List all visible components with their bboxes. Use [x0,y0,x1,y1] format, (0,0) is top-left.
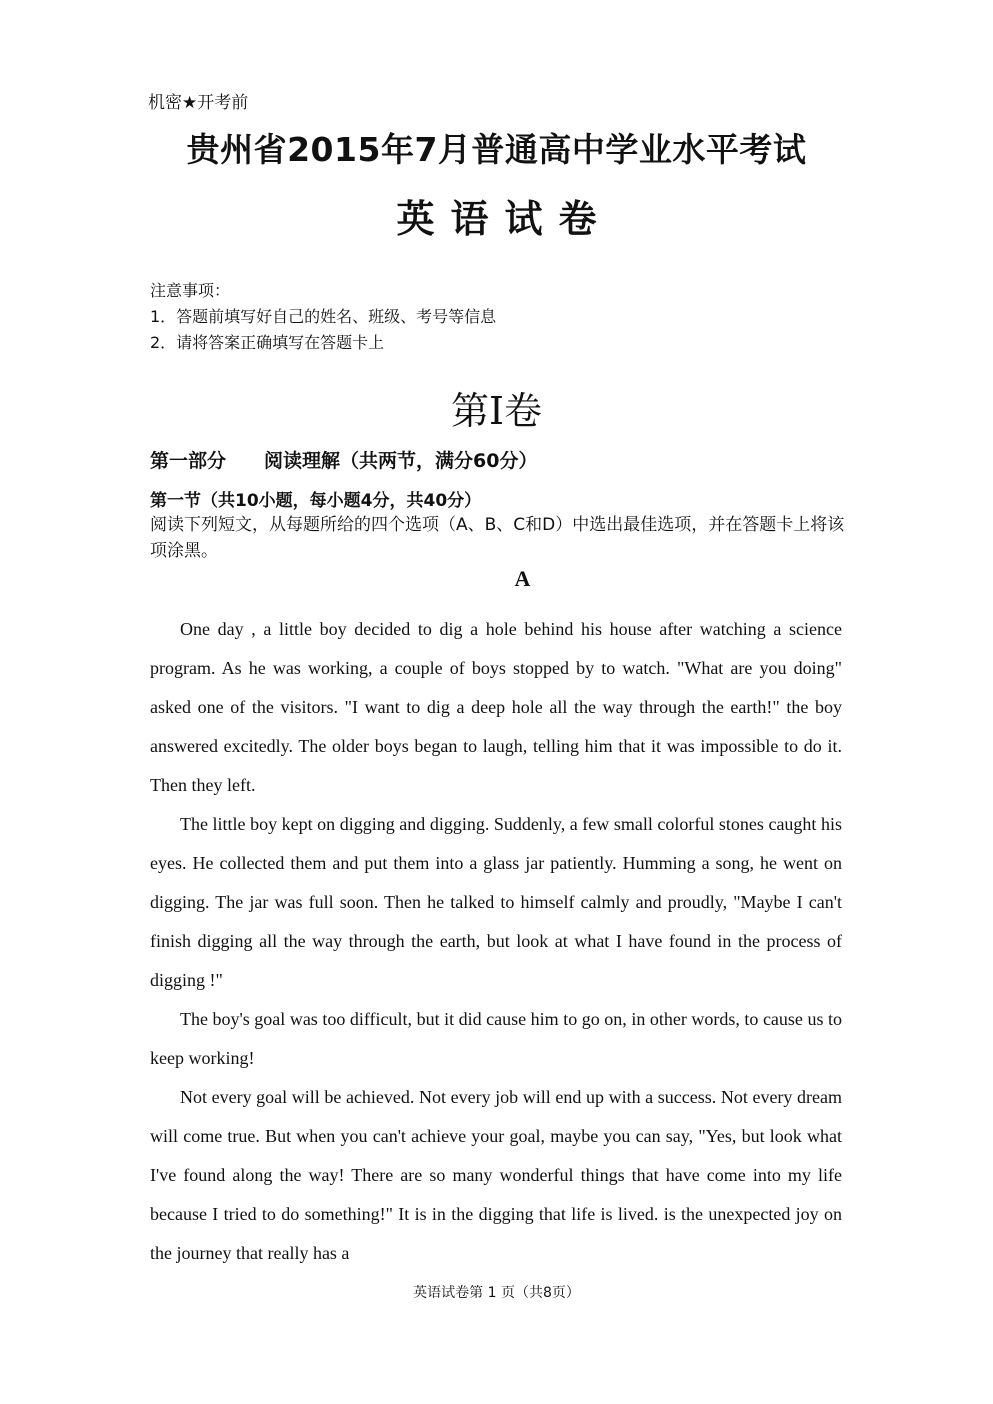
notice-title: 注意事项： [150,281,231,300]
passage-label: A [514,566,531,591]
part-heading: 第一部分 阅读理解（共两节，满分60分） [150,450,538,472]
instruction-text: 阅读下列短文，从每题所给的四个选项（A、B、C和D）中选出最佳选项，并在答题卡上将该项涂黑。 [150,515,845,561]
volume-title: 第Ⅰ卷 [450,391,542,433]
section-heading: 第一节（共10小题，每小题4分，共40分） [150,491,482,511]
passage-paragraph: The boy's goal was too difficult, but it did cause him to go on, in other words, to cause us to keep working! [150,1009,842,1068]
notice-item: 2．请将答案正确填写在答题卡上 [150,333,385,352]
confidential-label: 机密★开考前 [148,93,249,113]
exam-subject-title: 英语试卷 [396,197,613,241]
passage-paragraph: One day , a little boy decided to dig a hole behind his house after watching a science program. As he was working, a couple of boys stopped by to watch. "What are you doing" asked one of the visitors. "I want to dig a deep hole all the way through the earth!" the boy answered excitedly. The older boys began to laugh, telling him that it was impossible to do it. Then they left. [150,619,842,795]
page-footer: 英语试卷第 1 页（共8页） [413,1285,580,1301]
notice-item: 1．答题前填写好自己的姓名、班级、考号等信息 [150,307,497,326]
exam-title: 贵州省2015年7月普通高中学业水平考试 [186,130,807,169]
passage-body [150,610,842,1273]
passage-paragraph: Not every goal will be achieved. Not every job will end up with a success. Not every dream will come true. But when you can't achieve your goal, maybe you can say, "Yes, but look what I've found along the way! There are so many wonderful things that have come into my life because I tried to do something!" It is in the digging that life is lived. is the unexpected joy on the journey that really has a [150,1087,842,1263]
passage-paragraph: The little boy kept on digging and digging. Suddenly, a few small colorful stones caught his eyes. He collected them and put them into a glass jar patiently. Humming a song, he went on digging. The jar was full soon. Then he talked to himself calmly and proudly, "Maybe I can't finish digging all the way through the earth, but look at what I have found in the process of digging !" [150,814,842,990]
